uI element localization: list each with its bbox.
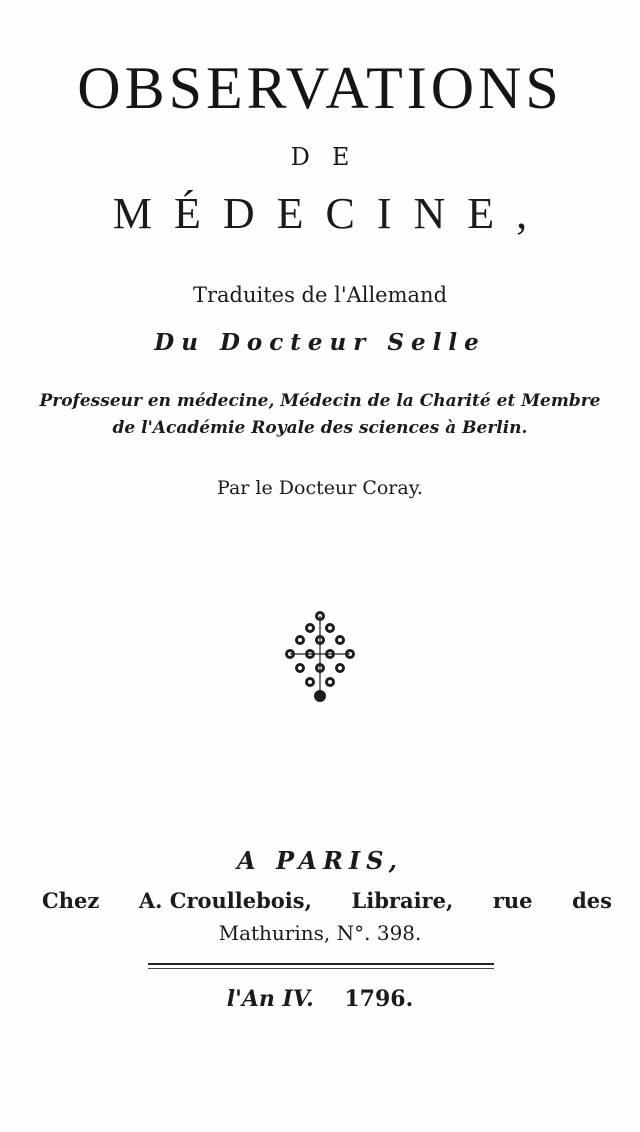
divider-rule-thin <box>148 968 494 969</box>
author-name: Du Docteur Selle <box>154 329 486 356</box>
publisher-trade: Libraire, <box>351 888 454 913</box>
book-title: OBSERVATIONS <box>77 55 563 121</box>
title-connector: DE <box>290 143 372 171</box>
book-subject: MÉDECINE, <box>112 189 550 238</box>
divider-rule <box>148 963 494 965</box>
author-role-line-1: Professeur en médecine, Médecin de la Charité et Membre <box>39 391 601 411</box>
gregorian-year: 1796. <box>344 986 414 1012</box>
publisher-rue: rue <box>492 888 533 913</box>
publisher-chez: Chez <box>42 888 100 913</box>
publisher-name: A. Croullebois, <box>138 888 312 913</box>
place-of-publication: A PARIS, <box>237 846 403 875</box>
translator-credit: Par le Docteur Coray. <box>217 477 423 499</box>
author-role-line-2: de l'Académie Royale des sciences à Berlin. <box>112 418 528 438</box>
ornament-fleuron-icon <box>270 606 370 706</box>
publisher-street: Mathurins, N°. 398. <box>218 921 422 945</box>
publisher-line <box>42 888 612 913</box>
republican-year: l'An IV. <box>226 986 314 1012</box>
translation-note: Traduites de l'Allemand <box>192 283 448 307</box>
publication-date <box>0 986 640 1012</box>
publisher-des: des <box>572 888 612 913</box>
